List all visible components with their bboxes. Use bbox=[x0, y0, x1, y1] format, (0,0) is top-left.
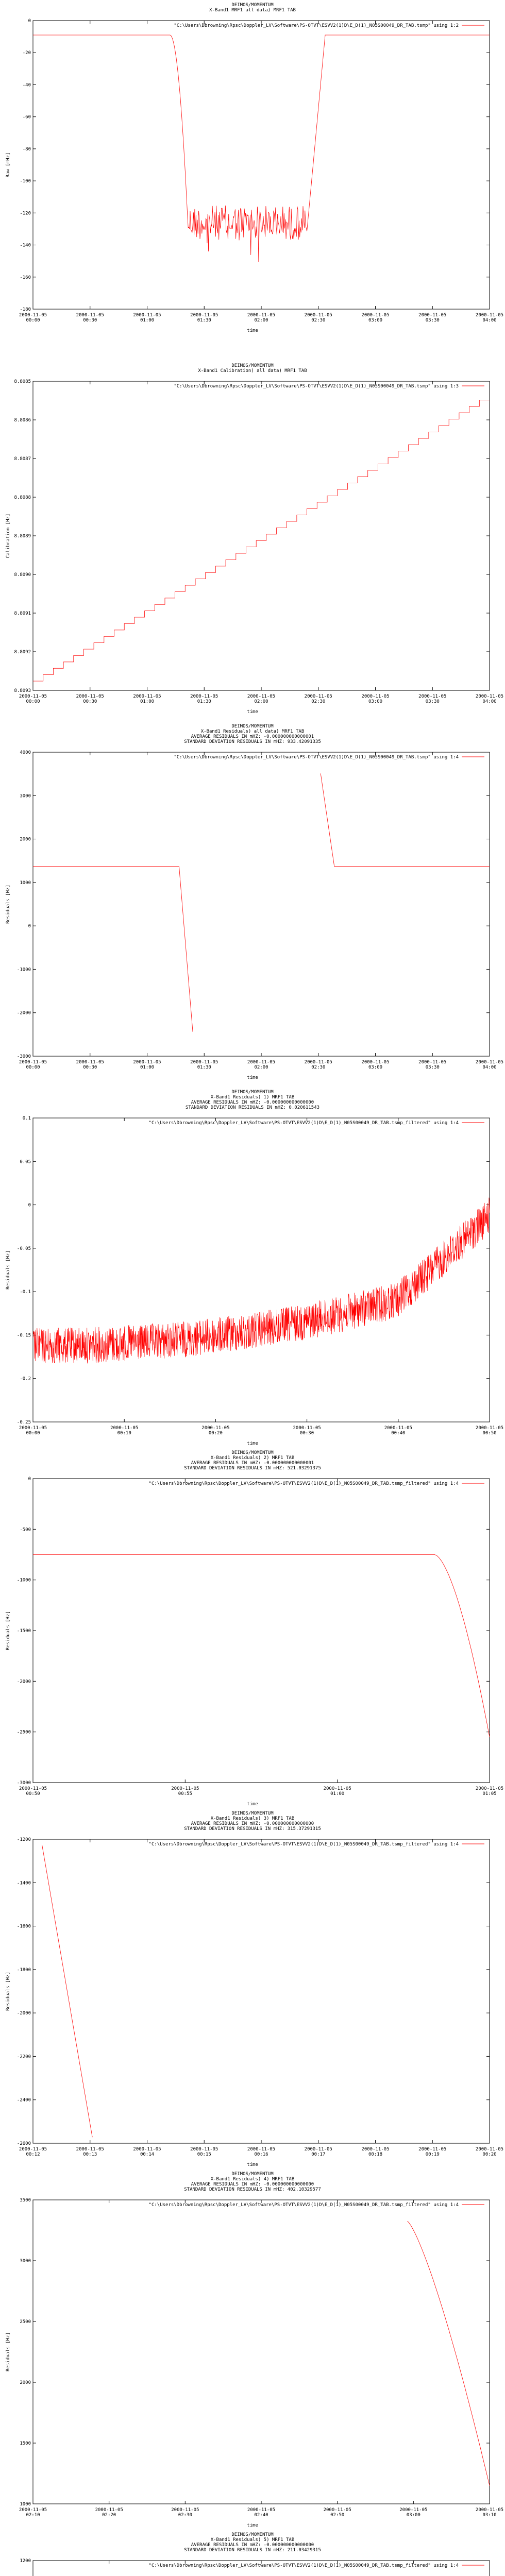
chart-panel-8 bbox=[6, 2532, 503, 2576]
chart-title-line-2: X-Band1 Residuals) 5) MRF1 TAB bbox=[210, 2537, 295, 2543]
x-tick-label-date: 2000-11-05 bbox=[418, 1060, 447, 1065]
chart-title-line-2: X-Band1 Residuals) 4) MRF1 TAB bbox=[210, 2177, 295, 2182]
data-series-trace bbox=[33, 1198, 490, 1364]
chart-title-line-1: DEIMOS/MOMENTUM bbox=[231, 724, 274, 729]
x-tick-label-date: 2000-11-05 bbox=[133, 2147, 161, 2152]
legend-label: "C:\Users\Dbrowning\Rpsc\Doppler_LV\Software\PS-OTVT\ESVV2(1)D\E_D(1)_N05S00049_DR_TAB.tsmp_filtered" using 1:4 bbox=[148, 2202, 459, 2208]
x-tick-label-time: 03:10 bbox=[482, 2513, 497, 2518]
y-tick-label: 1200 bbox=[20, 2558, 31, 2564]
x-tick-label-date: 2000-11-05 bbox=[19, 1786, 47, 1791]
y-tick-label: -60 bbox=[22, 114, 31, 120]
y-tick-label: 8.8093 bbox=[14, 688, 31, 693]
y-tick-label: -0.1 bbox=[20, 1290, 31, 1295]
y-tick-label: 1500 bbox=[20, 2441, 31, 2446]
y-axis-label: Residuals [Hz] bbox=[6, 1250, 11, 1290]
y-tick-label: -180 bbox=[20, 307, 31, 312]
x-tick-label-date: 2000-11-05 bbox=[475, 1786, 504, 1791]
x-tick-label-date: 2000-11-05 bbox=[418, 313, 447, 318]
legend-label: "C:\Users\Dbrowning\Rpsc\Doppler_LV\Software\PS-OTVT\ESVV2(1)D\E_D(1)_N05S00049_DR_TAB.tsmp_filtered" using 1:4 bbox=[148, 1842, 459, 1847]
y-tick-label: 4000 bbox=[20, 750, 31, 755]
x-tick-label-time: 01:05 bbox=[482, 1791, 497, 1797]
y-tick-label: 3000 bbox=[20, 793, 31, 799]
x-tick-label-date: 2000-11-05 bbox=[133, 694, 161, 699]
chart-title-line-2: X-Band1 Residuals) all data) MRF1 TAB bbox=[200, 729, 305, 734]
x-tick-label-date: 2000-11-05 bbox=[247, 1060, 276, 1065]
x-tick-label-time: 01:30 bbox=[197, 1065, 211, 1070]
chart-title-line-4: STANDARD DEVIATION RESIDUALS IN mHZ: 521.03291375 bbox=[184, 1466, 321, 1471]
chart-title-line-4: STANDARD DEVIATION RESIDUALS IN mHZ: 0.020611543 bbox=[185, 1105, 320, 1110]
y-tick-label: -1500 bbox=[16, 1629, 31, 1634]
plot-frame bbox=[33, 21, 490, 309]
chart-panel-4 bbox=[6, 1090, 503, 1446]
chart-panel-7 bbox=[6, 2172, 503, 2528]
x-tick-label-time: 02:00 bbox=[254, 699, 268, 704]
chart-title-line-4: STANDARD DEVIATION RESIDUALS IN mHZ: 315.37291315 bbox=[184, 1826, 321, 1832]
x-tick-label-time: 00:19 bbox=[425, 2152, 440, 2157]
x-tick-label-date: 2000-11-05 bbox=[95, 2507, 123, 2513]
x-tick-label-time: 00:00 bbox=[26, 699, 40, 704]
x-tick-label-date: 2000-11-05 bbox=[19, 1426, 47, 1431]
data-series-trace bbox=[408, 2221, 490, 2485]
y-axis-label: Residuals [Hz] bbox=[6, 1972, 11, 2011]
y-tick-label: 8.8090 bbox=[14, 572, 31, 578]
x-tick-label-date: 2000-11-05 bbox=[399, 2507, 428, 2513]
y-tick-label: -2000 bbox=[16, 1679, 31, 1685]
x-tick-label-date: 2000-11-05 bbox=[19, 2147, 47, 2152]
y-tick-label: 2000 bbox=[20, 837, 31, 842]
chart-title-line-2: X-Band1 Residuals) 2) MRF1 TAB bbox=[210, 1455, 295, 1461]
x-tick-label-time: 02:30 bbox=[311, 318, 326, 323]
y-tick-label: -3000 bbox=[16, 1781, 31, 1786]
chart-title-line-4: STANDARD DEVIATION RESIDUALS IN mHZ: 933.42091335 bbox=[184, 739, 321, 744]
x-tick-label-time: 03:30 bbox=[425, 318, 440, 323]
x-tick-label-time: 00:18 bbox=[368, 2152, 383, 2157]
x-tick-label-time: 04:00 bbox=[482, 699, 497, 704]
legend-label: "C:\Users\Dbrowning\Rpsc\Doppler_LV\Software\PS-OTVT\ESVV2(1)D\E_D(1)_N05S00049_DR_TAB.tsmp_filtered" using 1:4 bbox=[148, 1481, 459, 1486]
y-tick-label: 0 bbox=[28, 1202, 31, 1208]
x-tick-label-date: 2000-11-05 bbox=[361, 1060, 390, 1065]
x-tick-label-time: 02:10 bbox=[26, 2513, 40, 2518]
y-tick-label: 8.8087 bbox=[14, 456, 31, 462]
y-tick-label: 2500 bbox=[20, 2319, 31, 2325]
y-tick-label: 0.1 bbox=[22, 1116, 31, 1121]
legend-label: "C:\Users\Dbrowning\Rpsc\Doppler_LV\Software\PS-OTVT\ESVV2(1)D\E_D(1)_N05S00049_DR_TAB.tsmp" using 1:4 bbox=[174, 755, 459, 760]
y-tick-label: -100 bbox=[20, 179, 31, 184]
x-tick-label-time: 02:30 bbox=[311, 699, 326, 704]
x-tick-label-date: 2000-11-05 bbox=[304, 2147, 332, 2152]
x-axis-label: time bbox=[247, 1075, 258, 1080]
x-tick-label-time: 00:30 bbox=[300, 1431, 314, 1436]
y-tick-label: -1800 bbox=[16, 1967, 31, 1973]
x-tick-label-date: 2000-11-05 bbox=[361, 2147, 390, 2152]
x-tick-label-date: 2000-11-05 bbox=[190, 2147, 218, 2152]
data-series-trace bbox=[33, 773, 490, 1032]
y-axis-label: Residuals [Hz] bbox=[6, 2332, 11, 2371]
x-tick-label-time: 01:00 bbox=[140, 1065, 155, 1070]
x-tick-label-date: 2000-11-05 bbox=[171, 2507, 199, 2513]
x-tick-label-time: 00:15 bbox=[197, 2152, 211, 2157]
x-axis-label: time bbox=[247, 1802, 258, 1807]
chart-title-line-1: DEIMOS/MOMENTUM bbox=[231, 1450, 274, 1455]
x-tick-label-date: 2000-11-05 bbox=[247, 2147, 276, 2152]
x-tick-label-date: 2000-11-05 bbox=[76, 313, 104, 318]
x-tick-label-time: 03:00 bbox=[368, 318, 383, 323]
x-axis-label: time bbox=[247, 709, 258, 715]
x-tick-label-date: 2000-11-05 bbox=[171, 1786, 199, 1791]
x-tick-label-date: 2000-11-05 bbox=[293, 1426, 321, 1431]
x-tick-label-time: 02:30 bbox=[311, 1065, 326, 1070]
x-tick-label-date: 2000-11-05 bbox=[76, 694, 104, 699]
x-tick-label-time: 02:40 bbox=[254, 2513, 268, 2518]
y-axis-label: Raw [mHz] bbox=[6, 152, 11, 178]
x-tick-label-date: 2000-11-05 bbox=[19, 313, 47, 318]
chart-title-line-3: AVERAGE RESIDUALS IN mHZ: -0.000000000000000 bbox=[191, 2543, 314, 2548]
x-tick-label-date: 2000-11-05 bbox=[110, 1426, 139, 1431]
chart-title-line-2: X-Band1 Residuals) 1) MRF1 TAB bbox=[210, 1095, 295, 1100]
data-series-trace bbox=[33, 1555, 490, 1737]
x-tick-label-date: 2000-11-05 bbox=[475, 694, 504, 699]
x-tick-label-time: 01:30 bbox=[197, 318, 211, 323]
x-tick-label-time: 00:00 bbox=[26, 318, 40, 323]
y-tick-label: -500 bbox=[20, 1527, 31, 1533]
x-tick-label-time: 00:10 bbox=[117, 1431, 131, 1436]
plot-frame bbox=[33, 381, 490, 690]
x-tick-label-time: 00:16 bbox=[254, 2152, 268, 2157]
y-tick-label: 8.8091 bbox=[14, 611, 31, 616]
x-tick-label-date: 2000-11-05 bbox=[475, 1060, 504, 1065]
y-tick-label: -120 bbox=[20, 211, 31, 216]
x-tick-label-date: 2000-11-05 bbox=[19, 1060, 47, 1065]
x-tick-label-date: 2000-11-05 bbox=[247, 694, 276, 699]
chart-title-line-3: AVERAGE RESIDUALS IN mHZ: -0.000000000000000 bbox=[191, 1100, 314, 1105]
x-tick-label-time: 00:20 bbox=[482, 2152, 497, 2157]
x-tick-label-date: 2000-11-05 bbox=[475, 313, 504, 318]
chart-title-line-1: DEIMOS/MOMENTUM bbox=[231, 363, 274, 368]
x-tick-label-date: 2000-11-05 bbox=[418, 2147, 447, 2152]
x-tick-label-date: 2000-11-05 bbox=[19, 2507, 47, 2513]
x-tick-label-date: 2000-11-05 bbox=[323, 2507, 351, 2513]
plot-frame bbox=[33, 752, 490, 1056]
data-series-trace bbox=[33, 400, 490, 681]
x-tick-label-time: 00:17 bbox=[311, 2152, 326, 2157]
chart-title-line-3: AVERAGE RESIDUALS IN mHZ: -0.000000000000000 bbox=[191, 1821, 314, 1826]
x-tick-label-time: 01:00 bbox=[140, 699, 155, 704]
x-tick-label-time: 00:55 bbox=[178, 1791, 192, 1797]
x-tick-label-time: 03:00 bbox=[368, 699, 383, 704]
y-tick-label: 3000 bbox=[20, 2259, 31, 2264]
y-tick-label: 0 bbox=[28, 924, 31, 929]
y-tick-label: -2400 bbox=[16, 2097, 31, 2103]
y-tick-label: -0.15 bbox=[16, 1333, 31, 1338]
chart-title-line-4: STANDARD DEVIATION RESIDUALS IN mHZ: 402.10329577 bbox=[184, 2187, 321, 2192]
x-tick-label-date: 2000-11-05 bbox=[190, 1060, 218, 1065]
chart-title-line-3: AVERAGE RESIDUALS IN mHZ: -0.000000000000001 bbox=[191, 734, 314, 739]
data-series-trace bbox=[42, 1845, 93, 2137]
y-tick-label: -1000 bbox=[16, 1578, 31, 1583]
x-tick-label-date: 2000-11-05 bbox=[247, 313, 276, 318]
x-tick-label-date: 2000-11-05 bbox=[418, 694, 447, 699]
x-tick-label-time: 04:00 bbox=[482, 318, 497, 323]
y-tick-label: 8.8088 bbox=[14, 495, 31, 500]
x-tick-label-time: 00:30 bbox=[83, 318, 97, 323]
chart-panel-2 bbox=[6, 363, 503, 715]
x-tick-label-time: 00:20 bbox=[208, 1431, 223, 1436]
x-tick-label-date: 2000-11-05 bbox=[384, 1426, 412, 1431]
y-tick-label: -0.25 bbox=[16, 1420, 31, 1425]
y-axis-label: Residuals [Hz] bbox=[6, 1611, 11, 1650]
y-tick-label: -3000 bbox=[16, 1054, 31, 1059]
x-tick-label-date: 2000-11-05 bbox=[323, 1786, 351, 1791]
chart-panel-1 bbox=[6, 3, 503, 333]
x-tick-label-time: 02:00 bbox=[254, 1065, 268, 1070]
y-tick-label: -1400 bbox=[16, 1880, 31, 1886]
chart-title-line-1: DEIMOS/MOMENTUM bbox=[231, 2172, 274, 2177]
y-tick-label: -40 bbox=[22, 82, 31, 88]
x-tick-label-time: 00:14 bbox=[140, 2152, 155, 2157]
chart-title-line-3: AVERAGE RESIDUALS IN mHZ: -0.000000000000001 bbox=[191, 1461, 314, 1466]
y-tick-label: -1200 bbox=[16, 1837, 31, 1842]
y-axis-label: Calibration [Hz] bbox=[6, 513, 11, 558]
y-tick-label: -2000 bbox=[16, 2011, 31, 2016]
x-tick-label-time: 00:50 bbox=[26, 1791, 40, 1797]
chart-title-line-1: DEIMOS/MOMENTUM bbox=[231, 3, 274, 8]
chart-title-line-4: STANDARD DEVIATION RESIDUALS IN mHZ: 211.03429315 bbox=[184, 2548, 321, 2553]
legend-label: "C:\Users\Dbrowning\Rpsc\Doppler_LV\Software\PS-OTVT\ESVV2(1)D\E_D(1)_N05S00049_DR_TAB.tsmp" using 1:3 bbox=[174, 384, 459, 389]
x-tick-label-date: 2000-11-05 bbox=[201, 1426, 230, 1431]
x-tick-label-time: 00:00 bbox=[26, 1065, 40, 1070]
x-tick-label-date: 2000-11-05 bbox=[190, 694, 218, 699]
x-tick-label-time: 02:30 bbox=[178, 2513, 192, 2518]
y-tick-label: -1600 bbox=[16, 1924, 31, 1929]
x-tick-label-date: 2000-11-05 bbox=[361, 313, 390, 318]
y-tick-label: -140 bbox=[20, 243, 31, 248]
y-tick-label: -2600 bbox=[16, 2141, 31, 2146]
chart-title-line-1: DEIMOS/MOMENTUM bbox=[231, 2532, 274, 2537]
x-tick-label-date: 2000-11-05 bbox=[76, 1060, 104, 1065]
x-tick-label-date: 2000-11-05 bbox=[475, 1426, 504, 1431]
y-tick-label: -20 bbox=[22, 50, 31, 56]
y-tick-label: 3500 bbox=[20, 2198, 31, 2203]
x-axis-label: time bbox=[247, 328, 258, 333]
y-tick-label: 1000 bbox=[20, 2502, 31, 2507]
y-tick-label: 2000 bbox=[20, 2380, 31, 2385]
y-tick-label: -0.2 bbox=[20, 1376, 31, 1382]
x-tick-label-date: 2000-11-05 bbox=[133, 1060, 161, 1065]
y-tick-label: 8.8092 bbox=[14, 650, 31, 655]
y-tick-label: 0 bbox=[28, 19, 31, 24]
y-tick-label: -1000 bbox=[16, 967, 31, 973]
y-axis-label: Residuals [Hz] bbox=[6, 885, 11, 924]
plot-frame bbox=[33, 2200, 490, 2504]
y-tick-label: 1000 bbox=[20, 880, 31, 886]
x-tick-label-time: 00:50 bbox=[482, 1431, 497, 1436]
x-tick-label-time: 03:30 bbox=[425, 699, 440, 704]
chart-panel-6 bbox=[6, 1811, 503, 2167]
x-tick-label-date: 2000-11-05 bbox=[475, 2507, 504, 2513]
y-tick-label: -160 bbox=[20, 275, 31, 280]
y-tick-label: 8.8089 bbox=[14, 534, 31, 539]
y-tick-label: -2500 bbox=[16, 1730, 31, 1735]
x-tick-label-date: 2000-11-05 bbox=[304, 694, 332, 699]
x-tick-label-time: 02:00 bbox=[254, 318, 268, 323]
x-tick-label-time: 01:00 bbox=[330, 1791, 345, 1797]
y-tick-label: 8.8085 bbox=[14, 379, 31, 384]
x-axis-label: time bbox=[247, 1441, 258, 1446]
chart-title-line-2: X-Band1 Residuals) 3) MRF1 TAB bbox=[210, 1816, 295, 1821]
chart-title-line-3: AVERAGE RESIDUALS IN mHZ: -0.000000000000000 bbox=[191, 2182, 314, 2187]
x-tick-label-time: 00:00 bbox=[26, 1431, 40, 1436]
x-axis-label: time bbox=[247, 2523, 258, 2528]
plot-frame bbox=[33, 1839, 490, 2143]
y-tick-label: -80 bbox=[22, 146, 31, 152]
y-tick-label: 0 bbox=[28, 1477, 31, 1482]
chart-title-line-1: DEIMOS/MOMENTUM bbox=[231, 1090, 274, 1095]
x-tick-label-time: 01:30 bbox=[197, 699, 211, 704]
legend-label: "C:\Users\Dbrowning\Rpsc\Doppler_LV\Software\PS-OTVT\ESVV2(1)D\E_D(1)_N05S00049_DR_TAB.tsmp" using 1:2 bbox=[174, 23, 459, 28]
x-tick-label-time: 01:00 bbox=[140, 318, 155, 323]
legend-label: "C:\Users\Dbrowning\Rpsc\Doppler_LV\Software\PS-OTVT\ESVV2(1)D\E_D(1)_N05S00049_DR_TAB.tsmp_filtered" using 1:4 bbox=[148, 2563, 459, 2568]
x-axis-label: time bbox=[247, 2162, 258, 2167]
y-tick-label: -0.05 bbox=[16, 1246, 31, 1251]
chart-panel-5 bbox=[6, 1450, 503, 1807]
x-tick-label-time: 02:50 bbox=[330, 2513, 345, 2518]
y-tick-label: 8.8086 bbox=[14, 418, 31, 423]
x-tick-label-date: 2000-11-05 bbox=[19, 694, 47, 699]
x-tick-label-date: 2000-11-05 bbox=[304, 1060, 332, 1065]
x-tick-label-time: 04:00 bbox=[482, 1065, 497, 1070]
x-tick-label-date: 2000-11-05 bbox=[304, 313, 332, 318]
x-tick-label-time: 03:00 bbox=[368, 1065, 383, 1070]
x-tick-label-time: 00:30 bbox=[83, 1065, 97, 1070]
chart-title-line-2: X-Band1 MRF1 all data) MRF1 TAB bbox=[209, 8, 296, 13]
x-tick-label-date: 2000-11-05 bbox=[475, 2147, 504, 2152]
x-tick-label-date: 2000-11-05 bbox=[361, 694, 390, 699]
data-series-trace bbox=[33, 35, 490, 262]
x-tick-label-time: 00:30 bbox=[83, 699, 97, 704]
x-tick-label-date: 2000-11-05 bbox=[76, 2147, 104, 2152]
y-tick-label: -2000 bbox=[16, 1010, 31, 1016]
x-tick-label-time: 00:13 bbox=[83, 2152, 97, 2157]
y-tick-label: -2200 bbox=[16, 2054, 31, 2060]
x-tick-label-time: 00:12 bbox=[26, 2152, 40, 2157]
y-tick-label: 0.05 bbox=[20, 1159, 31, 1165]
x-tick-label-date: 2000-11-05 bbox=[247, 2507, 276, 2513]
chart-title-line-2: X-Band1 Calibration) all data) MRF1 TAB bbox=[198, 368, 307, 374]
legend-label: "C:\Users\Dbrowning\Rpsc\Doppler_LV\Software\PS-OTVT\ESVV2(1)D\E_D(1)_N05S00049_DR_TAB.tsmp_filtered" using 1:4 bbox=[148, 1121, 459, 1126]
chart-title-line-1: DEIMOS/MOMENTUM bbox=[231, 1811, 274, 1816]
x-tick-label-time: 03:00 bbox=[406, 2513, 420, 2518]
chart-panel-3 bbox=[6, 724, 503, 1080]
x-tick-label-time: 00:40 bbox=[391, 1431, 406, 1436]
x-tick-label-date: 2000-11-05 bbox=[133, 313, 161, 318]
x-tick-label-date: 2000-11-05 bbox=[190, 313, 218, 318]
x-tick-label-time: 02:20 bbox=[102, 2513, 116, 2518]
plot-frame bbox=[33, 1479, 490, 1783]
x-tick-label-time: 03:30 bbox=[425, 1065, 440, 1070]
